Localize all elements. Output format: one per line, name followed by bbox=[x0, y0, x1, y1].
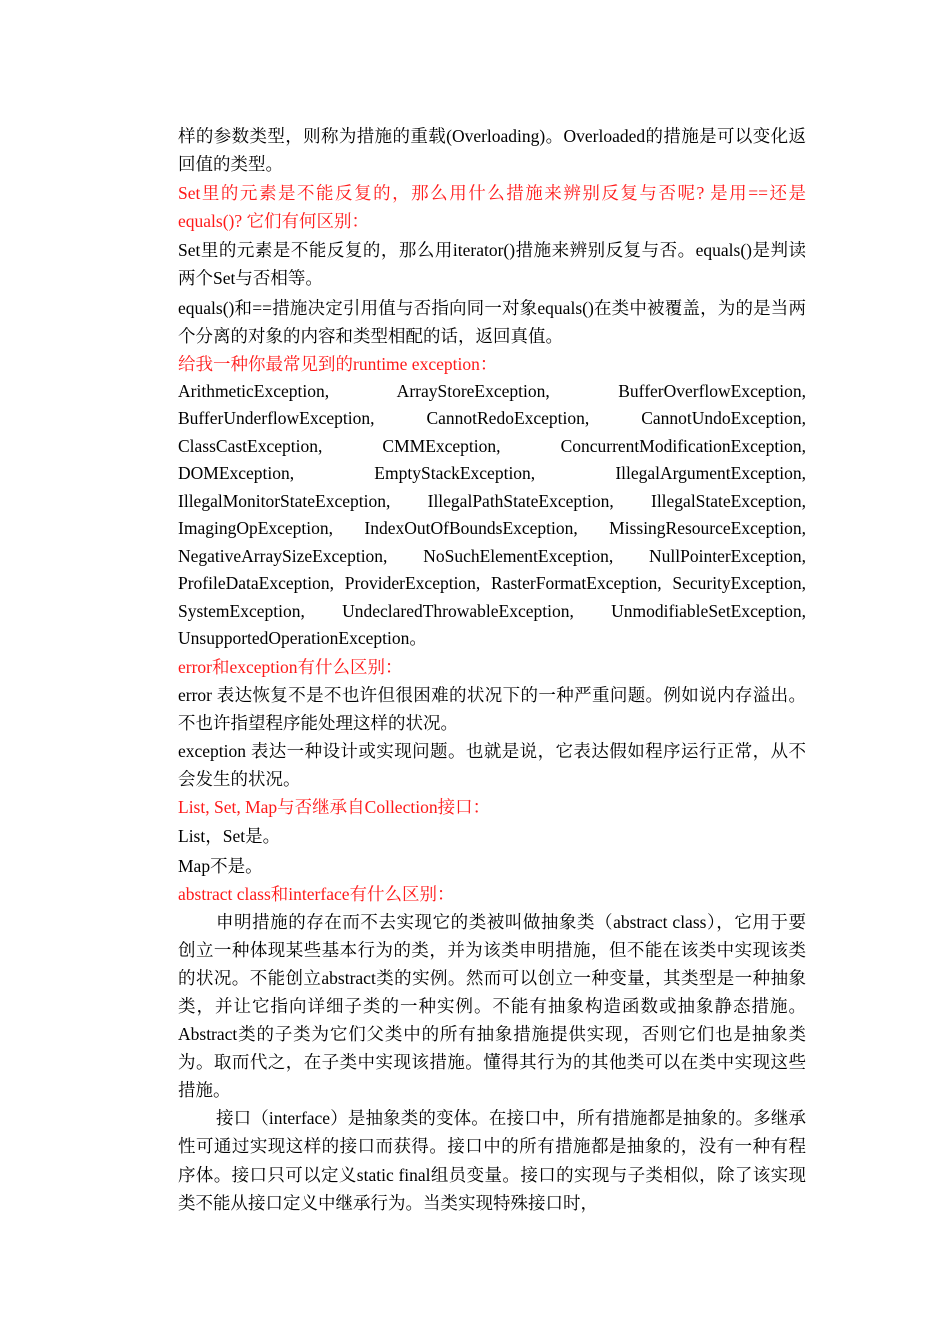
answer-abstract-class: 申明措施的存在而不去实现它的类被叫做抽象类（abstract class），它用于要创立一种体现某些基本行为的类，并为该类申明措施，但不能在该类中实现该类的状况。不能创立abstract类的实例。然而可以创立一种变量，其类型是一种抽象类，并让它指向详细子类的一种实例。不能有抽象构造函数或抽象静态措施。Abstract类的子类为它们父类中的所有抽象措施提供实现，否则它们也是抽象类为。取而代之，在子类中实现该措施。懂得其行为的其他类可以在类中实现这些措施。 bbox=[178, 911, 806, 1101]
answer-list-set: List，Set是。 bbox=[178, 826, 281, 847]
paragraph-overloading: 样的参数类型，则称为措施的重载(Overloading)。Overloaded的措施是可以变化返回值的类型。 bbox=[178, 126, 806, 175]
answer-equals-operator: equals()和==措施决定引用值与否指向同一对象equals()在类中被覆盖，为的是当两个分离的对象的内容和类型相配的话，返回真值。 bbox=[178, 297, 806, 346]
question-set-equality: Set里的元素是不能反复的，那么用什么措施来辨别反复与否呢? 是用==还是equals()? 它们有何区别： bbox=[178, 183, 806, 232]
question-runtime-exception: 给我一种你最常见到的runtime exception： bbox=[178, 353, 498, 374]
question-error-vs-exception: error和exception有什么区别： bbox=[178, 656, 403, 677]
question-abstract-vs-interface: abstract class和interface有什么区别： bbox=[178, 883, 455, 904]
answer-exception-definition: exception 表达一种设计或实现问题。也就是说，它表达假如程序运行正常，从不会发生的状况。 bbox=[178, 741, 806, 790]
answer-set-iterator: Set里的元素是不能反复的，那么用iterator()措施来辨别反复与否。equals()是判读两个Set与否相等。 bbox=[178, 240, 806, 289]
answer-runtime-exception-list: ArithmeticException, ArrayStoreException, BufferOverflowException, BufferUnderflowException, CannotRedoException, CannotUndoException, ClassCastException, CMMException, ConcurrentModificationException, DOMException, EmptyStackException, IllegalArgumentException, IllegalMonitorStateException, IllegalPathStateException, IllegalStateException, ImagingOpException, IndexOutOfBoundsException, MissingResourceException, NegativeArraySizeException, NoSuchElementException, NullPointerException, ProfileDataException, ProviderException, RasterFormatException, SecurityException, SystemException, UndeclaredThrowableException, UnmodifiableSetException, UnsupportedOperationException。 bbox=[178, 380, 806, 649]
document-body bbox=[178, 122, 806, 1217]
answer-interface: 接口（interface）是抽象类的变体。在接口中，所有措施都是抽象的。多继承性可通过实现这样的接口而获得。接口中的所有措施都是抽象的，没有一种有程序体。接口只可以定义static final组员变量。接口的实现与子类相似，除了该实现类不能从接口定义中继承行为。当类实现特殊接口时， bbox=[178, 1108, 806, 1213]
question-collection-inheritance: List, Set, Map与否继承自Collection接口： bbox=[178, 797, 491, 818]
answer-error-definition: error 表达恢复不是不也许但很困难的状况下的一种严重问题。例如说内存溢出。不也许指望程序能处理这样的状况。 bbox=[178, 684, 806, 734]
answer-map: Map不是。 bbox=[178, 855, 263, 876]
